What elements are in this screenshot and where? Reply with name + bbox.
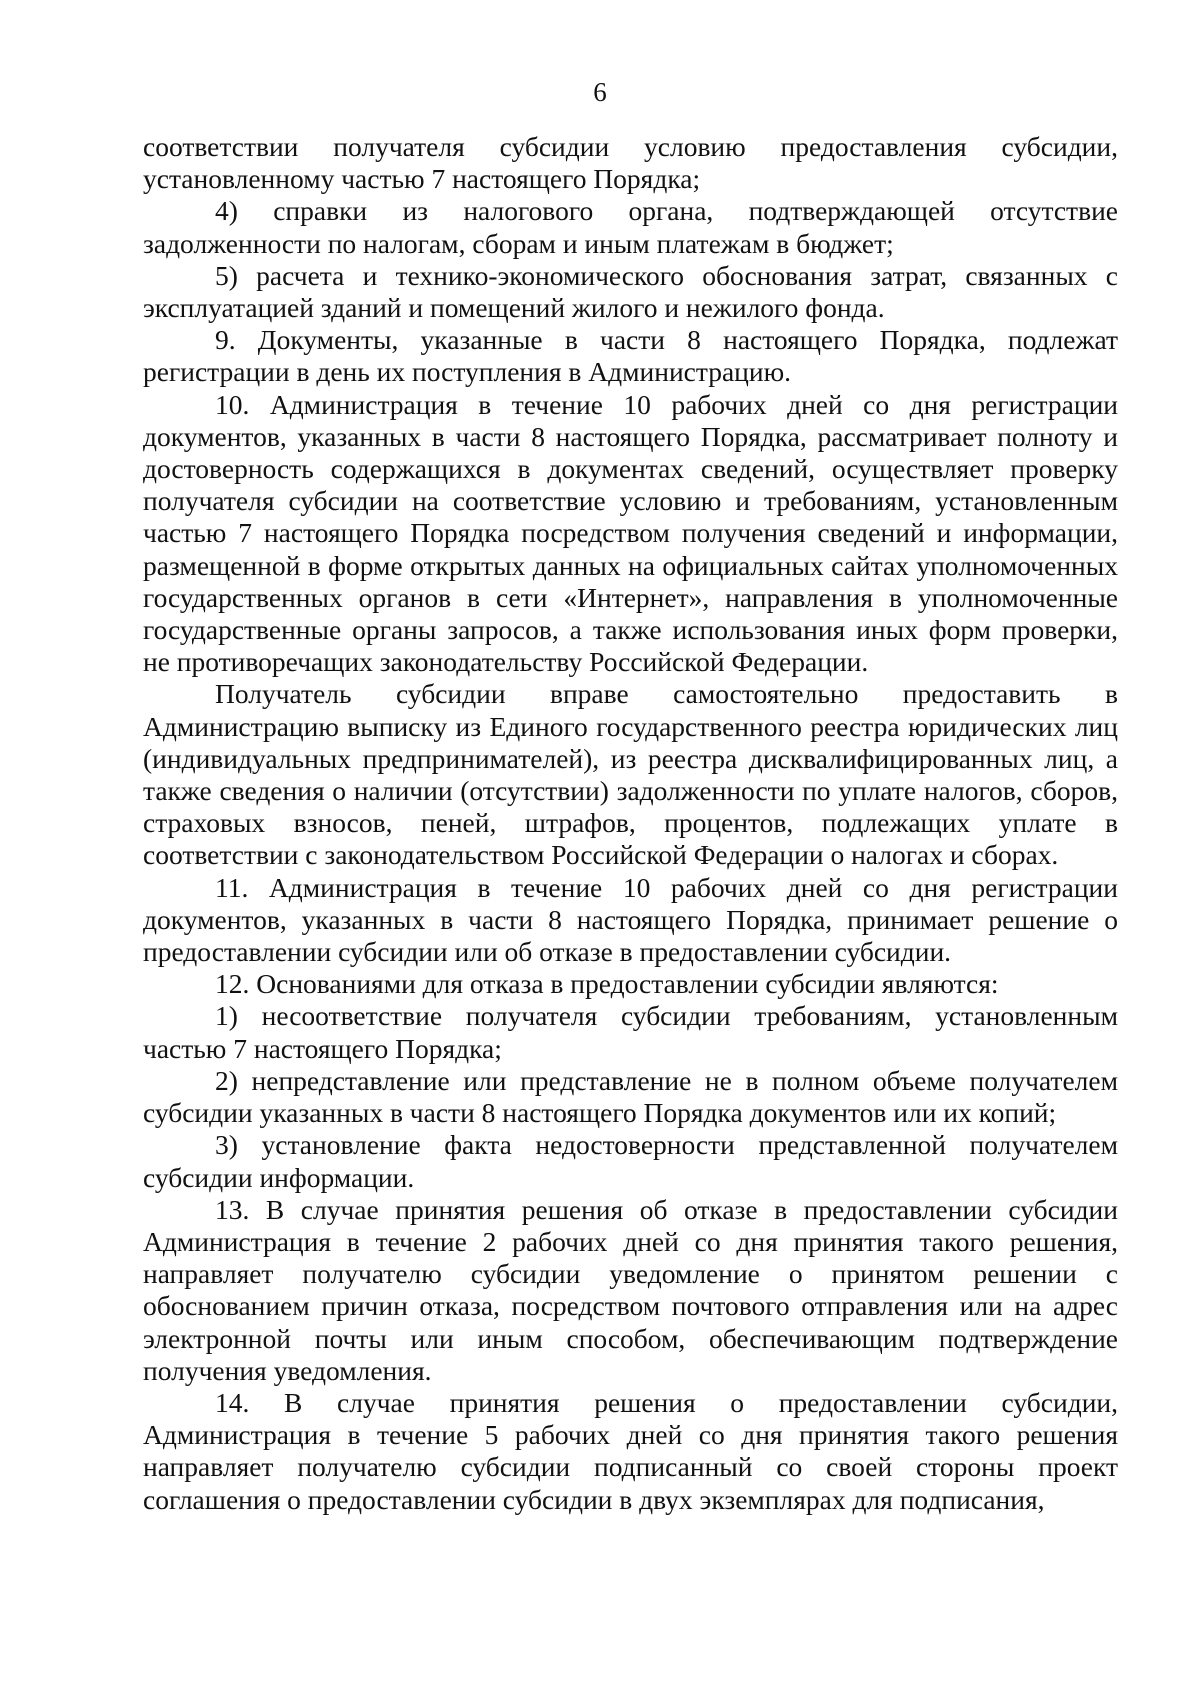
paragraph-refusal-reason-2: 2) непредставление или представление не в полном объеме получателем субсидии указанных в части 8 настоящего Порядка документов или их копий; [143, 1064, 1118, 1129]
paragraph-item-5: 5) расчета и технико-экономического обоснования затрат, связанных с эксплуатацией зданий и помещений жилого и нежилого фонда. [143, 259, 1118, 324]
paragraph-section-12: 12. Основаниями для отказа в предоставлении субсидии являются: [215, 968, 999, 1000]
document-body [143, 131, 1118, 1516]
paragraph-section-10: 10. Администрация в течение 10 рабочих дней со дня регистрации документов, указанных в части 8 настоящего Порядка, рассматривает полноту и достоверность содержащихся в документах сведений, осуществляет проверку получателя субсидии на соответствие условию и требованиям, установленным частью 7 настоящего Порядка посредством получения сведений и информации, размещенной в форме открытых данных на официальных сайтах уполномоченных государственных органов в сети «Интернет», направления в уполномоченные государственные органы запросов, а также использования иных форм проверки, не противоречащих законодательству Российской Федерации. [143, 388, 1118, 678]
paragraph-section-14: 14. В случае принятия решения о предоставлении субсидии, Администрация в течение 5 рабочих дней со дня принятия такого решения направляет получателю субсидии подписанный со своей стороны проект соглашения о предоставлении субсидии в двух экземплярах для подписания, [143, 1386, 1118, 1515]
paragraph-item-4: 4) справки из налогового органа, подтверждающей отсутствие задолженности по налогам, сборам и иным платежам в бюджет; [143, 195, 1118, 259]
paragraph-refusal-reason-1: 1) несоответствие получателя субсидии требованиям, установленным частью 7 настоящего Порядка; [143, 1000, 1118, 1064]
paragraph-continuation: соответствии получателя субсидии условию предоставления субсидии, установленному частью 7 настоящего Порядка; [143, 131, 1118, 195]
paragraph-refusal-reason-3: 3) установление факта недостоверности представленной получателем субсидии информации. [143, 1129, 1118, 1193]
page-number: 6 [593, 77, 607, 107]
paragraph-recipient-right: Получатель субсидии вправе самостоятельно предоставить в Администрацию выписку из Единого государственного реестра юридических лиц (индивидуальных предпринимателей), из реестра дисквалифицированных лиц, а также сведения о наличии (отсутствии) задолженности по уплате налогов, сборов, страховых взносов, пеней, штрафов, процентов, подлежащих уплате в соответствии с законодательством Российской Федерации о налогах и сборах. [143, 678, 1118, 871]
paragraph-section-9: 9. Документы, указанные в части 8 настоящего Порядка, подлежат регистрации в день их поступления в Администрацию. [143, 324, 1118, 388]
paragraph-section-13: 13. В случае принятия решения об отказе в предоставлении субсидии Администрация в течение 2 рабочих дней со дня принятия такого решения, направляет получателю субсидии уведомление о принятом решении с обоснованием причин отказа, посредством почтового отправления или на адрес электронной почты или иным способом, обеспечивающим подтверждение получения уведомления. [143, 1193, 1118, 1386]
paragraph-section-11: 11. Администрация в течение 10 рабочих дней со дня регистрации документов, указанных в части 8 настоящего Порядка, принимает решение о предоставлении субсидии или об отказе в предоставлении субсидии. [143, 871, 1118, 968]
